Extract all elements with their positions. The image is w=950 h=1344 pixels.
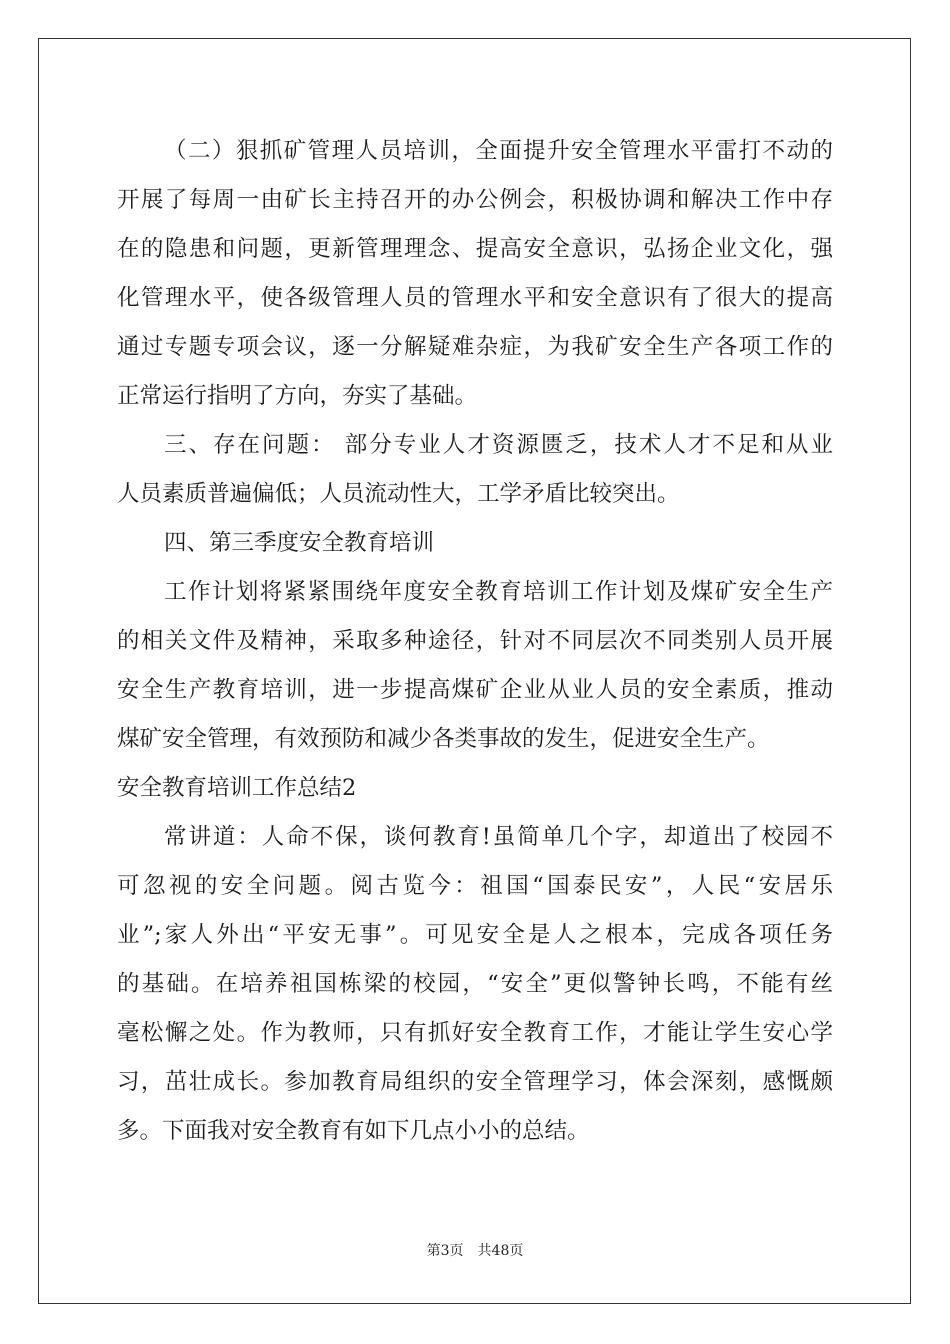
text-line: 常讲道：人命不保，谈何教育!虽简单几个字，却道出了校园不: [164, 824, 833, 850]
text-line: 三、存在问题： 部分专业人才资源匮乏，技术人才不足和从业: [164, 432, 833, 458]
article-title: 安全教育培训工作总结2: [117, 775, 357, 801]
text-line: 通过专题专项会议，逐一分解疑难杂症，为我矿安全生产各项工作的: [117, 334, 833, 360]
text-line: 的基础。在培养祖国栋梁的校园，“安全”更似警钟长鸣，不能有丝: [117, 971, 833, 997]
text-line: 安全生产教育培训，进一步提高煤矿企业从业人员的安全素质，推动: [117, 677, 833, 703]
text-line: （二）狠抓矿管理人员培训，全面提升安全管理水平雷打不动的: [164, 138, 833, 164]
page-number: 第3页: [426, 1243, 464, 1259]
text-line: 习，茁壮成长。参加教育局组织的安全管理学习，体会深刻，感慨颇: [117, 1069, 833, 1095]
document-body: [117, 127, 833, 1156]
text-line: 可忽视的安全问题。阅古览今：祖国“国泰民安”，人民“安居乐: [117, 873, 833, 899]
page-footer: [0, 1240, 950, 1260]
text-line: 煤矿安全管理，有效预防和减少各类事故的发生，促进安全生产。: [117, 726, 770, 752]
page-total: 共48页: [477, 1243, 524, 1259]
text-line: 业”;家人外出“平安无事”。可见安全是人之根本，完成各项任务: [117, 922, 833, 948]
text-line: 正常运行指明了方向，夯实了基础。: [117, 383, 478, 409]
text-line: 工作计划将紧紧围绕年度安全教育培训工作计划及煤矿安全生产: [164, 579, 833, 605]
text-line: 化管理水平，使各级管理人员的管理水平和安全意识有了很大的提高: [117, 285, 833, 311]
text-line: 在的隐患和问题，更新管理理念、提高安全意识，弘扬企业文化，强: [117, 236, 833, 262]
text-line: 人员素质普遍偏低；人员流动性大，工学矛盾比较突出。: [117, 481, 680, 507]
text-line: 的相关文件及精神，采取多种途径，针对不同层次不同类别人员开展: [117, 628, 833, 654]
text-line: 毫松懈之处。作为教师，只有抓好安全教育工作，才能让学生安心学: [117, 1020, 833, 1046]
text-line: 开展了每周一由矿长主持召开的办公例会，积极协调和解决工作中存: [117, 187, 833, 213]
text-line: 多。下面我对安全教育有如下几点小小的总结。: [117, 1118, 590, 1144]
section-heading: 四、第三季度安全教育培训: [164, 530, 435, 556]
